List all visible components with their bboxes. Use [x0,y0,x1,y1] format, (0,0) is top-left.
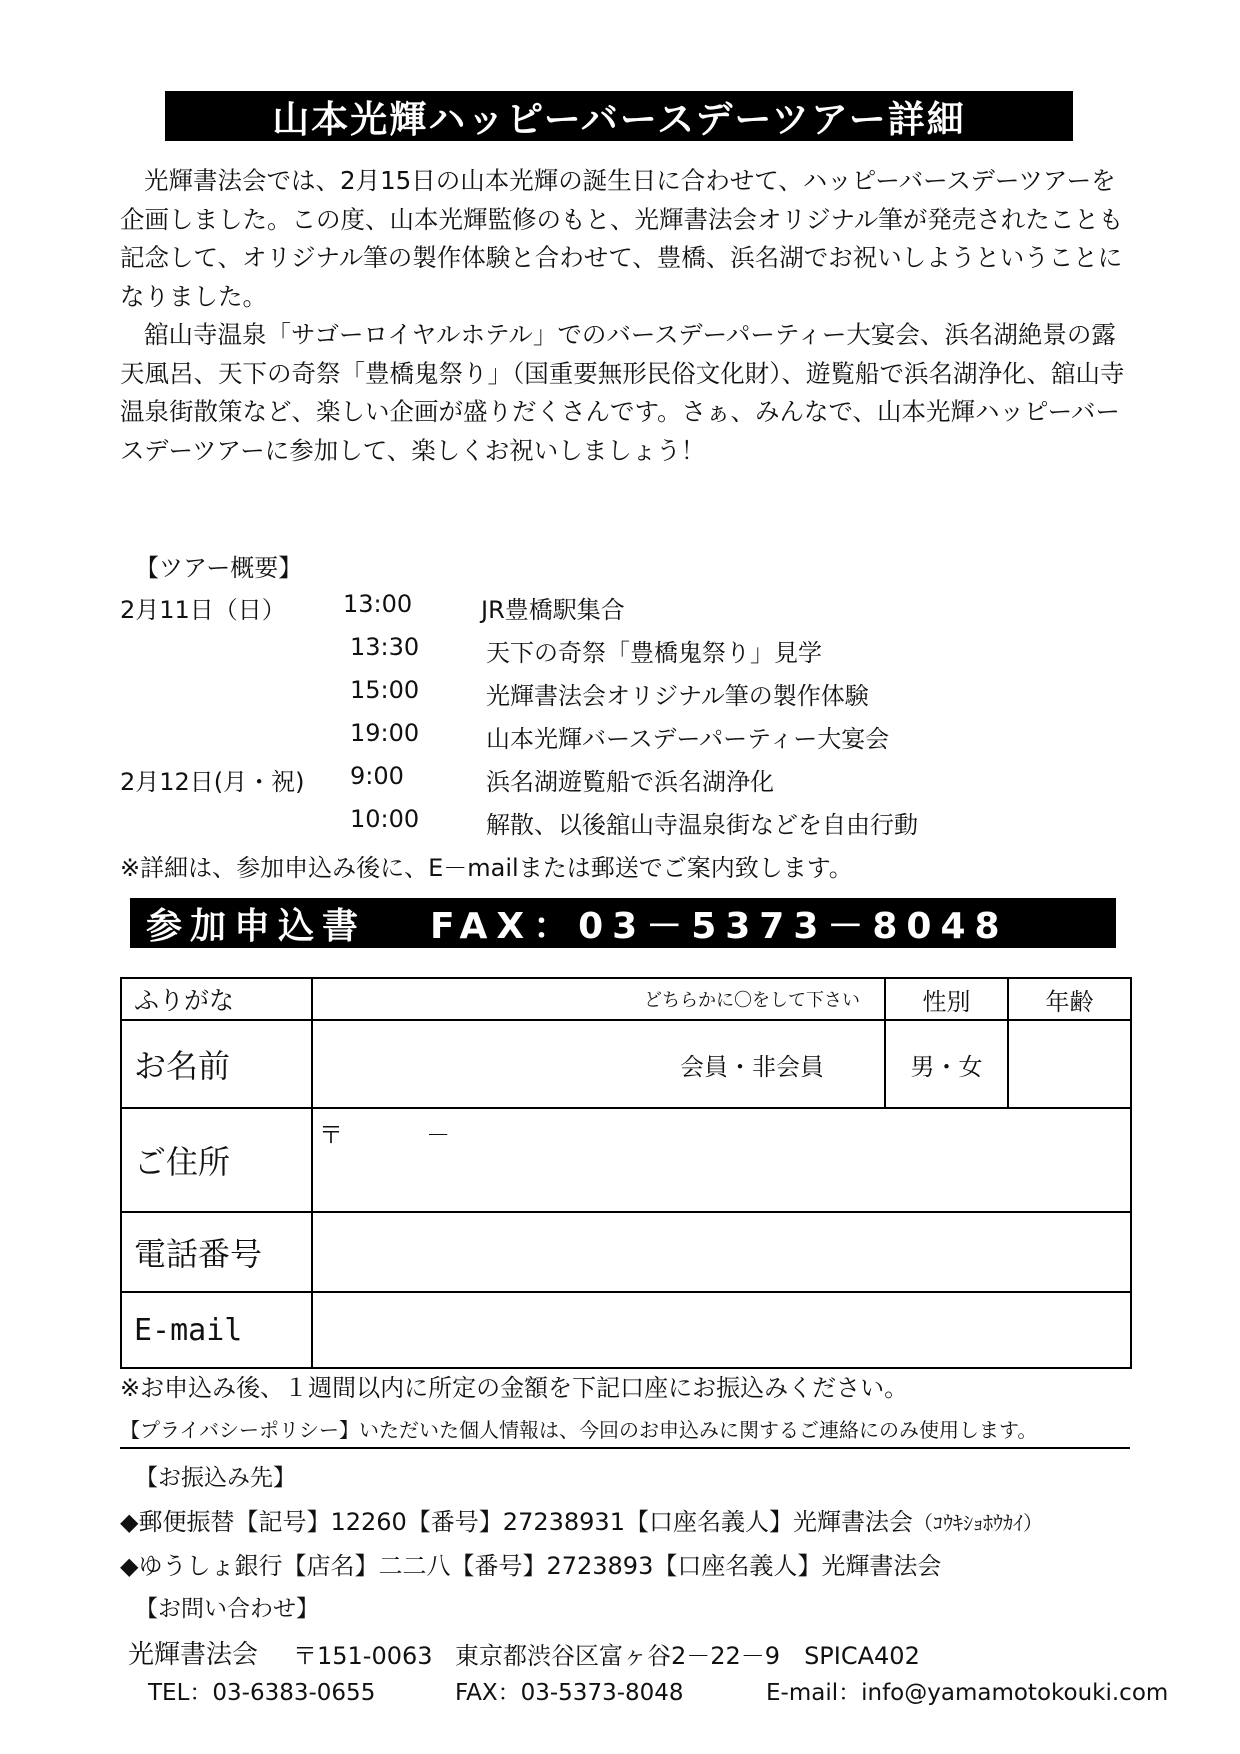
divider [120,1447,1130,1449]
schedule-day-2: 2月12日(月・祝) [120,768,305,796]
application-form-label: 参加申込書 [146,905,367,947]
schedule-time: 10:00 [350,805,420,833]
email-label: E-mail [121,1292,312,1368]
contact-email[interactable]: E-mail：info@yamamotokouki.com [766,1680,1169,1706]
intro-paragraph-1: 光輝書法会では、2月15日の山本光輝の誕生日に合わせて、ハッピーバースデーツアーを企画しました。この度、山本光輝監修のもと、光輝書法会オリジナル筆が発売されたことも記念して、オリジナル筆の製作体験と合わせて、豊橋、浜名湖でお祝いしようということになりました。 [120,166,1124,311]
furigana-label: ふりがな [121,978,312,1020]
schedule-event: 山本光輝バースデーパーティー大宴会 [486,725,890,753]
member-choice[interactable]: 会員・非会員 [680,1052,824,1081]
contact-address: 東京都渋谷区富ヶ谷2－22－9 SPICA402 [455,1642,920,1670]
address-label: ご住所 [121,1108,312,1212]
schedule-note: ※詳細は、参加申込み後に、E－mailまたは郵送でご案内致します。 [120,854,853,882]
phone-field[interactable] [312,1212,1131,1292]
email-field[interactable] [312,1292,1131,1368]
postal-mark: 〒 [319,1121,343,1149]
furigana-field[interactable] [312,978,885,1020]
contact-tel: TEL：03-6383-0655 [148,1680,376,1706]
contact-organization: 光輝書法会 [128,1640,259,1670]
schedule-event: 光輝書法会オリジナル筆の製作体験 [486,682,869,710]
fax-number: FAX：03－5373－8048 [430,905,1009,947]
privacy-policy: 【プライバシーポリシー】いただいた個人情報は、今回のお申込みに関するご連絡にのみ使用します。 [120,1418,1038,1442]
page-title: 山本光輝ハッピーバースデーツアー詳細 [165,91,1073,141]
bank-account: ◆ゆうしょ銀行【店名】二二八【番号】2723893【口座名義人】光輝書法会 [120,1552,942,1580]
phone-label: 電話番号 [121,1212,312,1292]
gender-header: 性別 [885,978,1008,1020]
account-name-kana: （ｺｳｷｼｮﾎｳｶｲ） [912,1511,1043,1535]
age-header: 年齢 [1008,978,1131,1020]
gender-choice[interactable]: 男・女 [885,1020,1008,1108]
overview-heading: 【ツアー概要】 [135,554,303,582]
payment-instruction: ※お申込み後、１週間以内に所定の金額を下記口座にお振込みください。 [120,1374,909,1402]
schedule-day-1: 2月11日（日） [120,596,286,624]
circle-instruction: どちらかに〇をして下さい [644,990,860,1011]
application-form [120,977,1132,1369]
schedule-event: 浜名湖遊覧船で浜名湖浄化 [486,768,774,796]
schedule-time: 13:00 [343,590,413,618]
payment-heading: 【お振込み先】 [135,1465,296,1491]
intro-paragraph-2: 舘山寺温泉「サゴーロイヤルホテル」でのバースデーパーティー大宴会、浜名湖絶景の露天風呂、天下の奇祭「豊橋鬼祭り」（国重要無形民俗文化財）、遊覧船で浜名湖浄化、舘山寺温泉街散策など、楽しい企画が盛りだくさんです。さぁ、みんなで、山本光輝ハッピーバースデーツアーに参加して、楽しくお祝いしましょう！ [120,320,1125,465]
postal-transfer-text: ◆郵便振替【記号】12260【番号】27238931【口座名義人】光輝書法会 [120,1508,913,1536]
application-form-header [130,898,1116,948]
intro-text [120,162,1132,470]
schedule-event: 解散、以後舘山寺温泉街などを自由行動 [486,811,918,839]
schedule-time: 13:30 [350,633,420,661]
contact-postal-code: 〒151-0063 [293,1642,433,1670]
address-field[interactable] [312,1108,1131,1212]
schedule-event: JR豊橋駅集合 [481,596,625,624]
postal-transfer-account [120,1502,1043,1537]
name-field[interactable] [312,1020,885,1108]
age-field[interactable] [1008,1020,1131,1108]
contact-heading: 【お問い合わせ】 [135,1596,319,1622]
postal-dash: － [426,1121,451,1149]
schedule-time: 15:00 [350,676,420,704]
contact-fax: FAX：03-5373-8048 [455,1680,684,1706]
schedule-event: 天下の奇祭「豊橋鬼祭り」見学 [486,639,822,667]
name-label: お名前 [121,1020,312,1108]
schedule-time: 9:00 [350,762,404,790]
schedule-time: 19:00 [350,719,420,747]
